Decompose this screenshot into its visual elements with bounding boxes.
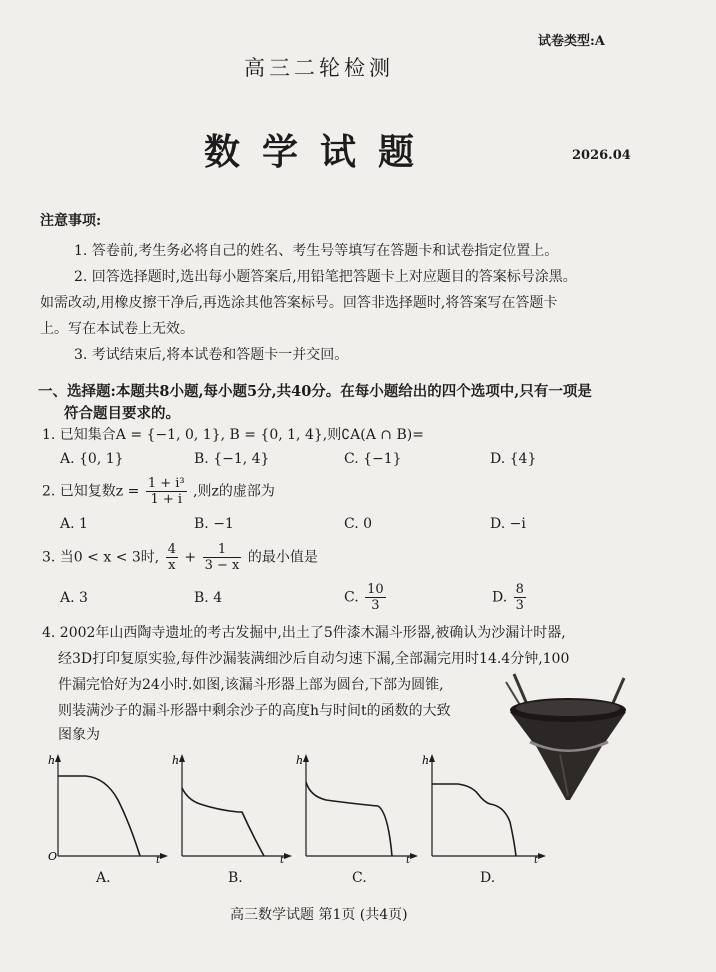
graph-a-origin-label: O — [48, 850, 58, 863]
question-4-line-3: 件漏完恰好为24小时.如图,该漏斗形器上部为圆台,下部为圆锥, — [58, 677, 444, 693]
question-4-line-2: 经3D打印复原实验,每件沙漏装满细沙后自动匀速下漏,全部漏完用时14.4分钟,100 — [58, 651, 570, 667]
q3-option-c — [344, 582, 388, 613]
q3-option-d-numerator: 8 — [515, 582, 524, 597]
question-4-line-4: 则装满沙子的漏斗形器中剩余沙子的高度h与时间t的函数的大致 — [58, 703, 451, 719]
q3-option-d-label: D. — [492, 589, 508, 606]
q2-prefix: 2. 已知复数z = — [42, 483, 140, 500]
q3-option-c-denominator: 3 — [371, 598, 380, 613]
notice-item-1: 1. 答卷前,考生务必将自己的姓名、考生号等填写在答题卡和试卷指定位置上。 — [74, 243, 559, 259]
section-heading-line-1: 一、选择题:本题共8小题,每小题5分,共40分。在每小题给出的四个选项中,只有一项是 — [38, 383, 592, 400]
q3-option-c-numerator: 10 — [367, 582, 384, 597]
question-2 — [42, 476, 275, 507]
paper-type: 试卷类型:A — [538, 34, 605, 49]
q3-option-a: A. 3 — [60, 590, 88, 606]
q3-option-d — [492, 582, 528, 613]
q3-fraction-2 — [203, 542, 242, 573]
q2-fraction-numerator: 1 + i³ — [147, 476, 185, 491]
graph-c-axis-y-label: h — [296, 754, 304, 767]
q3-plus: + — [184, 549, 197, 566]
graph-c — [294, 752, 418, 864]
graph-b-label: B. — [228, 870, 243, 886]
graph-d-axis-x-label: t — [534, 855, 539, 864]
q3-fraction-2-numerator: 1 — [203, 542, 242, 558]
main-title: 数学试题 — [204, 131, 437, 173]
q3-suffix: 的最小值是 — [247, 549, 318, 566]
notice-item-2-line-3: 上。写在本试卷上无效。 — [40, 321, 194, 337]
graph-c-axis-x-label: t — [406, 855, 411, 864]
graph-d — [420, 752, 546, 864]
graph-b-axis-y-label: h — [172, 754, 180, 767]
q1-option-a: A. {0, 1} — [60, 451, 124, 467]
q2-suffix: ,则z的虚部为 — [193, 483, 275, 500]
graph-a-label: A. — [96, 870, 111, 886]
page-footer: 高三数学试题 第1页 (共4页) — [230, 907, 408, 923]
section-heading-line-2: 符合题目要求的。 — [64, 405, 180, 422]
q3-option-c-label: C. — [344, 589, 359, 606]
question-3 — [42, 542, 318, 573]
exam-date: 2026.04 — [572, 148, 631, 163]
graph-d-label: D. — [480, 870, 496, 886]
q1-option-b: B. {−1, 4} — [194, 451, 270, 467]
graph-b-axis-x-label: t — [280, 855, 285, 864]
question-4-line-5: 图象为 — [58, 727, 100, 743]
q3-option-b: B. 4 — [194, 590, 223, 606]
notice-heading: 注意事项: — [40, 213, 102, 229]
q1-option-c: C. {−1} — [344, 451, 402, 467]
notice-item-3: 3. 考试结束后,将本试卷和答题卡一并交回。 — [74, 347, 349, 363]
q2-fraction — [146, 476, 187, 507]
notice-item-2-line-1: 2. 回答选择题时,选出每小题答案后,用铅笔把答题卡上对应题目的答案标号涂黑。 — [74, 269, 577, 285]
q2-option-c: C. 0 — [344, 516, 373, 532]
graph-a-axis-x-label: t — [156, 855, 161, 864]
exam-title: 高三二轮检测 — [244, 56, 394, 80]
graph-a — [46, 752, 168, 864]
question-4-line-1: 4. 2002年山西陶寺遗址的考古发掘中,出土了5件漆木漏斗形器,被确认为沙漏计时器, — [42, 625, 566, 641]
q3-option-d-fraction — [514, 582, 526, 613]
graph-a-axis-y-label: h — [48, 754, 56, 767]
graph-c-label: C. — [352, 870, 367, 886]
q3-fraction-1-denominator: x — [168, 558, 176, 573]
q3-fraction-2-denominator: 3 − x — [204, 558, 240, 573]
graph-b — [170, 752, 292, 864]
q3-prefix: 3. 当0 < x < 3时, — [42, 549, 160, 566]
q2-option-a: A. 1 — [60, 516, 88, 532]
notice-item-2-line-2: 如需改动,用橡皮擦干净后,再选涂其他答案标号。回答非选择题时,将答案写在答题卡 — [40, 295, 558, 311]
q2-option-d: D. −i — [490, 516, 526, 532]
q3-fraction-1 — [166, 542, 178, 573]
question-1: 1. 已知集合A = {−1, 0, 1}, B = {0, 1, 4},则∁A(A ∩ B)= — [42, 427, 424, 443]
q3-option-c-fraction — [365, 582, 386, 613]
q2-option-b: B. −1 — [194, 516, 234, 532]
q1-option-d: D. {4} — [490, 451, 537, 467]
q2-fraction-denominator: 1 + i — [150, 492, 183, 507]
q3-option-d-denominator: 3 — [515, 598, 524, 613]
q3-fraction-1-numerator: 4 — [167, 542, 176, 557]
graph-d-axis-y-label: h — [422, 754, 430, 767]
